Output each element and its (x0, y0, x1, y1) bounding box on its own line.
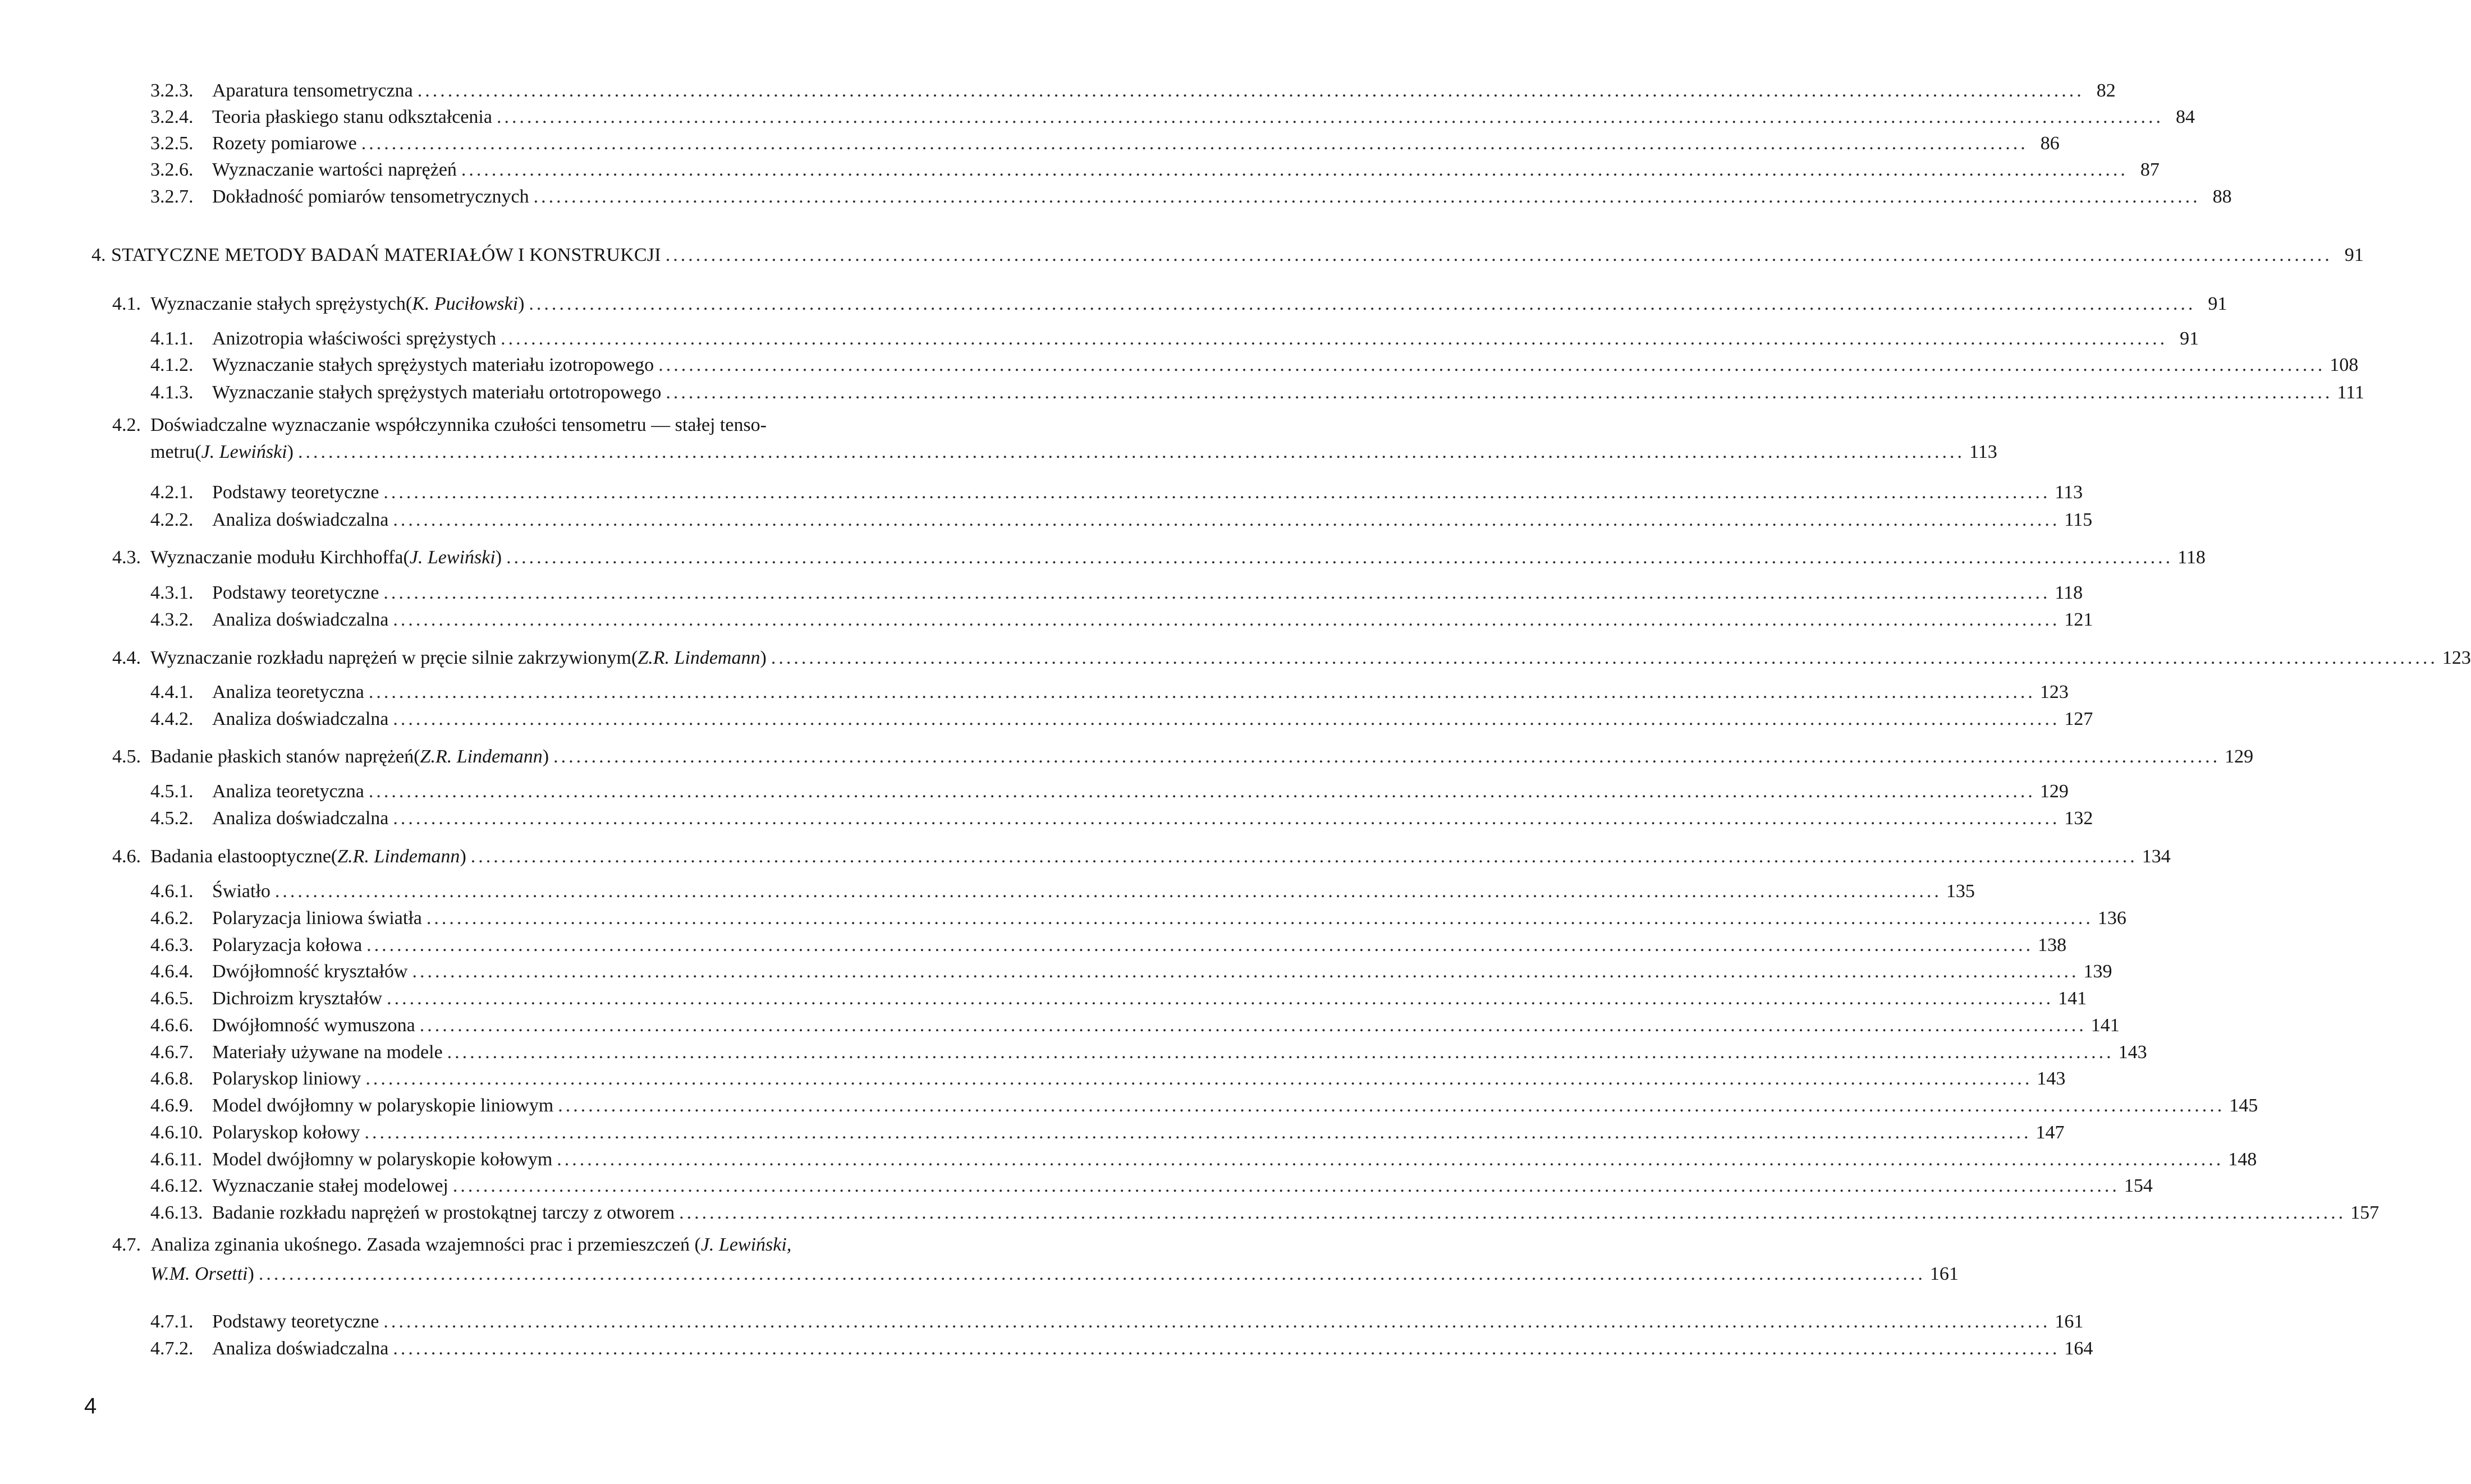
toc-number: 4.6.8. (150, 1068, 194, 1089)
toc-page-number: 123 (2039, 682, 2069, 702)
toc-title (212, 130, 2060, 157)
toc-title (212, 932, 2067, 959)
toc-page-number: 129 (2225, 746, 2254, 767)
toc-title-text: Wyznaczanie wartości naprężeń (212, 159, 457, 180)
dot-leader: ............................................................................................................................................................................................................................ (368, 682, 2036, 702)
toc-subsection (0, 379, 2364, 406)
toc-author: W.M. Orsetti (150, 1264, 248, 1284)
paren-close: ) (760, 647, 767, 668)
toc-title-text: Podstawy teoretyczne (212, 1311, 379, 1332)
toc-number: 4.2.2. (150, 509, 194, 530)
dot-leader: ............................................................................................................................................................................................................................ (666, 382, 2333, 403)
toc-page-number: 129 (2039, 781, 2069, 802)
toc-number: 4.3.1. (150, 582, 194, 603)
toc-title (212, 1039, 2147, 1066)
toc-title (212, 706, 2093, 733)
toc-subsection (0, 1200, 2380, 1226)
toc-page-number: 141 (2091, 1015, 2120, 1036)
toc-number: 3.2.5. (150, 133, 194, 154)
toc-title (212, 607, 2093, 633)
toc-section-continuation (0, 439, 1997, 466)
toc-subsection (0, 985, 2087, 1012)
paren-open: ( (631, 647, 638, 668)
toc-title-text: Analiza teoretyczna (212, 781, 364, 802)
toc-subsection (0, 1119, 2065, 1146)
dot-leader: ............................................................................................................................................................................................................................ (364, 1122, 2032, 1143)
toc-title (212, 325, 2199, 352)
toc-number: 4.6.5. (150, 988, 194, 1009)
toc-page-number: 145 (2229, 1095, 2258, 1116)
toc-title (150, 645, 2471, 672)
toc-title-text: Materiały używane na modele (212, 1042, 443, 1063)
toc-page-number: 113 (1969, 442, 1997, 462)
toc-number: 3.2.3. (150, 80, 194, 101)
toc-number: 4.2.1. (150, 482, 194, 503)
toc-subsection (0, 607, 2093, 633)
paren-close: ) (542, 746, 549, 767)
toc-page-number: 136 (2097, 908, 2126, 929)
toc-title (212, 1092, 2258, 1119)
dot-leader: ............................................................................................................................................................................................................................ (387, 988, 2054, 1009)
toc-page-number: 88 (2212, 186, 2232, 207)
dot-leader: ............................................................................................................................................................................................................................ (412, 961, 2079, 982)
toc-page-number: 164 (2064, 1338, 2093, 1359)
dot-leader: ............................................................................................................................................................................................................................ (361, 133, 2028, 154)
toc-title-text: Dwójłomność kryształów (212, 961, 408, 982)
toc-title (212, 580, 2083, 607)
toc-subsection (0, 325, 2199, 352)
toc-title (212, 985, 2087, 1012)
toc-subsection (0, 778, 2069, 805)
toc-number: 4.2. (112, 415, 141, 435)
toc-title (212, 1335, 2093, 1362)
toc-page-number: 91 (2208, 293, 2227, 314)
paren-open: ( (405, 293, 412, 314)
toc-title-text: Światło (212, 881, 271, 902)
toc-number: 4.6.1. (150, 881, 194, 902)
toc-title-text: Badanie płaskich stanów naprężeń (150, 746, 414, 767)
toc-subsection (0, 183, 2232, 210)
toc-title-text: Podstawy teoretyczne (212, 482, 379, 503)
toc-subsection (0, 1146, 2257, 1173)
toc-section (0, 544, 2206, 571)
toc-title-text: Wyznaczanie modułu Kirchhoffa (150, 547, 404, 568)
toc-title (212, 1065, 2066, 1092)
toc-title-text: Rozety pomiarowe (212, 133, 357, 154)
toc-page-number: 148 (2228, 1149, 2257, 1170)
toc-author: J. Lewiński, (700, 1234, 792, 1255)
toc-page-number: 143 (2037, 1068, 2066, 1089)
dot-leader: ............................................................................................................................................................................................................................ (393, 709, 2060, 729)
toc-title-text: Wyznaczanie stałej modelowej (212, 1175, 448, 1196)
dot-leader: ............................................................................................................................................................................................................................ (553, 746, 2221, 767)
toc-title (150, 544, 2206, 571)
toc-title-text: Analiza doświadczalna (212, 609, 389, 630)
toc-title-text: Podstawy teoretyczne (212, 582, 379, 603)
toc-subsection (0, 1335, 2093, 1362)
toc-title (212, 878, 1975, 905)
toc-title-text: Polaryskop kołowy (212, 1122, 360, 1143)
toc-title-text: Analiza doświadczalna (212, 509, 389, 530)
toc-subsection (0, 958, 2112, 985)
toc-subsection (0, 932, 2067, 959)
toc-title-text: Polaryzacja kołowa (212, 935, 363, 955)
toc-subsection (0, 805, 2093, 832)
paren-open: ( (414, 746, 420, 767)
toc-page-number: 127 (2064, 709, 2093, 729)
toc-title-text: Dokładność pomiarów tensometrycznych (212, 186, 529, 207)
toc-title (212, 507, 2093, 534)
toc-title-text: Anizotropia właściwości sprężystych (212, 328, 497, 349)
dot-leader: ............................................................................................................................................................................................................................ (365, 1068, 2033, 1089)
toc-title (150, 843, 2171, 870)
toc-subsection (0, 905, 2126, 932)
dot-leader: ............................................................................................................................................................................................................................ (496, 107, 2163, 127)
toc-title (150, 743, 2254, 770)
paren-close: ) (287, 442, 294, 462)
toc-title (212, 1308, 2084, 1335)
dot-leader: ............................................................................................................................................................................................................................ (366, 935, 2034, 955)
toc-section (0, 743, 2254, 770)
toc-title (212, 1119, 2065, 1146)
toc-title (150, 1261, 1959, 1288)
toc-subsection (0, 706, 2093, 733)
dot-leader: ............................................................................................................................................................................................................................ (470, 846, 2138, 867)
dot-leader: ............................................................................................................................................................................................................................ (658, 355, 2326, 375)
dot-leader: ............................................................................................................................................................................................................................ (368, 781, 2036, 802)
toc-number: 4.7.2. (150, 1338, 194, 1359)
toc-subsection (0, 878, 1975, 905)
toc-number: 4.3.2. (150, 609, 194, 630)
toc-title-text: Wyznaczanie stałych sprężystych (150, 293, 406, 314)
toc-author: J. Lewiński (409, 547, 496, 568)
toc-page-number: 123 (2442, 647, 2471, 668)
toc-title (150, 291, 2227, 318)
toc-number: 4. (91, 245, 106, 265)
toc-subsection (0, 130, 2060, 157)
toc-subsection (0, 479, 2083, 506)
dot-leader: ............................................................................................................................................................................................................................ (393, 1338, 2060, 1359)
toc-section (0, 843, 2171, 870)
toc-title-text: Teoria płaskiego stanu odkształcenia (212, 107, 492, 127)
toc-page-number: 115 (2064, 509, 2093, 530)
toc-page-number: 118 (2055, 582, 2083, 603)
toc-title-text: Badanie rozkładu naprężeń w prostokątnej tarczy z otworem (212, 1202, 675, 1223)
dot-leader: ............................................................................................................................................................................................................................ (771, 647, 2438, 668)
dot-leader: ............................................................................................................................................................................................................................ (679, 1202, 2346, 1223)
dot-leader: ............................................................................................................................................................................................................................ (393, 509, 2060, 530)
toc-page-number: 91 (2180, 328, 2199, 349)
toc-number: 4.7. (112, 1234, 141, 1255)
dot-leader: ............................................................................................................................................................................................................................ (557, 1149, 2224, 1170)
toc-title (212, 352, 2359, 379)
toc-title (212, 1012, 2120, 1039)
toc-subsection (0, 679, 2069, 706)
toc-page-number: 135 (1946, 881, 1975, 902)
toc-number: 4.7.1. (150, 1311, 194, 1332)
toc-subsection (0, 77, 2116, 104)
toc-author: Z.R. Lindemann (420, 746, 543, 767)
toc-subsection (0, 507, 2093, 534)
toc-title-text: Wyznaczanie stałych sprężystych materiału ortotropowego (212, 382, 662, 403)
dot-leader: ............................................................................................................................................................................................................................ (393, 808, 2060, 829)
toc-title-line: Doświadczalne wyznaczanie współczynnika czułości tensometru — stałej tenso- (150, 415, 767, 435)
toc-author: K. Puciłowski (412, 293, 519, 314)
toc-number: 4.1. (112, 293, 141, 314)
toc-number: 4.6.3. (150, 935, 194, 955)
toc-number: 4.6.4. (150, 961, 194, 982)
toc-page-number: 143 (2118, 1042, 2147, 1063)
toc-number: 4.4.1. (150, 682, 194, 702)
paren-close: ) (518, 293, 525, 314)
toc-number: 4.6.12. (150, 1175, 203, 1196)
toc-number: 4.5.1. (150, 781, 194, 802)
toc-title (150, 439, 1997, 466)
toc-title (212, 104, 2195, 131)
toc-number: 3.2.6. (150, 159, 194, 180)
toc-section (0, 412, 923, 439)
toc-number: 4.6.7. (150, 1042, 194, 1063)
toc-subsection (0, 157, 2160, 183)
toc-author: Z.R. Lindemann (638, 647, 760, 668)
paren-close: ) (460, 846, 466, 867)
toc-page-number: 157 (2350, 1202, 2380, 1223)
toc-page-number: 108 (2330, 355, 2359, 375)
toc-title-text: Polaryzacja liniowa światła (212, 908, 422, 929)
toc-title (212, 379, 2364, 406)
toc-section-continuation (0, 1261, 1959, 1288)
toc-page-number: 147 (2036, 1122, 2065, 1143)
toc-page-number: 139 (2083, 961, 2112, 982)
toc-title (212, 905, 2126, 932)
toc-number: 3.2.7. (150, 186, 194, 207)
toc-page-number: 84 (2175, 107, 2195, 127)
toc-title (212, 679, 2069, 706)
dot-leader: ............................................................................................................................................................................................................................ (417, 80, 2084, 101)
toc-title (212, 77, 2116, 104)
toc-number: 4.6.9. (150, 1095, 194, 1116)
dot-leader: ............................................................................................................................................................................................................................ (426, 908, 2093, 929)
toc-author: Z.R. Lindemann (337, 846, 460, 867)
toc-page-number: 87 (2140, 159, 2160, 180)
toc-title-text: STATYCZNE METODY BADAŃ MATERIAŁÓW I KONSTRUKCJI (111, 245, 661, 265)
toc-title (212, 805, 2093, 832)
dot-leader: ............................................................................................................................................................................................................................ (297, 442, 1965, 462)
dot-leader: ............................................................................................................................................................................................................................ (665, 245, 2332, 265)
toc-page-number: 82 (2096, 80, 2116, 101)
toc-number: 4.4.2. (150, 709, 194, 729)
toc-subsection (0, 1039, 2147, 1066)
toc-title-text: Aparatura tensometryczna (212, 80, 413, 101)
toc-number: 4.6.13. (150, 1202, 203, 1223)
toc-title-text: Dichroizm kryształów (212, 988, 383, 1009)
page-number: 4 (84, 1394, 97, 1418)
paren-close: ) (247, 1264, 254, 1284)
toc-subsection (0, 1173, 2153, 1200)
toc-number: 4.5.2. (150, 808, 194, 829)
toc-title-text: Badania elastooptyczne (150, 846, 331, 867)
toc-page-number: 154 (2124, 1175, 2153, 1196)
toc-number: 4.1.1. (150, 328, 194, 349)
toc-page-number: 134 (2142, 846, 2171, 867)
toc-title-line (150, 1232, 791, 1258)
toc-number: 4.5. (112, 746, 141, 767)
toc-title (212, 157, 2160, 183)
toc-title-text: Analiza doświadczalna (212, 1338, 389, 1359)
toc-subsection (0, 1308, 2084, 1335)
toc-page-number: 132 (2064, 808, 2093, 829)
toc-page-number: 161 (2055, 1311, 2084, 1332)
toc-title-text: metru (150, 442, 195, 462)
toc-title-text: Analiza zginania ukośnego. Zasada wzajemności prac i przemieszczeń ( (150, 1234, 701, 1255)
toc-section (0, 1232, 923, 1258)
toc-title (212, 479, 2083, 506)
dot-leader: ............................................................................................................................................................................................................................ (383, 1311, 2051, 1332)
toc-title (111, 242, 2364, 269)
toc-page-number: 91 (2344, 245, 2364, 265)
dot-leader: ............................................................................................................................................................................................................................ (461, 159, 2128, 180)
toc-chapter (0, 242, 2364, 269)
toc-title-text: Analiza doświadczalna (212, 709, 389, 729)
toc-page-number: 138 (2038, 935, 2067, 955)
toc-section (0, 291, 2227, 318)
toc-subsection (0, 1065, 2066, 1092)
toc-subsection (0, 104, 2195, 131)
dot-leader: ............................................................................................................................................................................................................................ (533, 186, 2200, 207)
toc-number: 4.1.2. (150, 355, 194, 375)
toc-title-text: Dwójłomność wymuszona (212, 1015, 415, 1036)
toc-title (212, 778, 2069, 805)
toc-page-number: 141 (2058, 988, 2087, 1009)
toc-title (212, 1200, 2380, 1226)
toc-subsection (0, 580, 2083, 607)
dot-leader: ............................................................................................................................................................................................................................ (258, 1264, 1926, 1284)
dot-leader: ............................................................................................................................................................................................................................ (393, 609, 2060, 630)
dot-leader: ............................................................................................................................................................................................................................ (452, 1175, 2120, 1196)
toc-number: 4.3. (112, 547, 141, 568)
toc-section (0, 645, 2471, 672)
dot-leader: ............................................................................................................................................................................................................................ (383, 482, 2051, 503)
toc-number: 4.6.10. (150, 1122, 203, 1143)
toc-subsection (0, 1092, 2258, 1119)
dot-leader: ............................................................................................................................................................................................................................ (419, 1015, 2087, 1036)
toc-subsection (0, 352, 2359, 379)
toc-subsection (0, 1012, 2120, 1039)
toc-title-text: Wyznaczanie rozkładu naprężeń w pręcie silnie zakrzywionym (150, 647, 631, 668)
toc-page-number: 161 (1929, 1264, 1959, 1284)
toc-number: 4.4. (112, 647, 141, 668)
toc-page-number: 113 (2055, 482, 2083, 503)
toc-title (212, 1146, 2257, 1173)
toc-number: 4.6.2. (150, 908, 194, 929)
toc-number: 4.1.3. (150, 382, 194, 403)
toc-title (212, 958, 2112, 985)
paren-open: ( (403, 547, 410, 568)
toc-title-text: Model dwójłomny w polaryskopie liniowym (212, 1095, 554, 1116)
dot-leader: ............................................................................................................................................................................................................................ (383, 582, 2051, 603)
toc-title (212, 183, 2232, 210)
toc-number: 4.6. (112, 846, 141, 867)
toc-page-number: 118 (2177, 547, 2206, 568)
dot-leader: ............................................................................................................................................................................................................................ (506, 547, 2174, 568)
toc-author: J. Lewiński (201, 442, 287, 462)
toc-title-text: Polaryskop liniowy (212, 1068, 361, 1089)
toc-title-text: Wyznaczanie stałych sprężystych materiału izotropowego (212, 355, 654, 375)
toc-title-text: Analiza teoretyczna (212, 682, 364, 702)
toc-title-text: Analiza doświadczalna (212, 808, 389, 829)
toc-number: 3.2.4. (150, 107, 194, 127)
dot-leader: ............................................................................................................................................................................................................................ (447, 1042, 2114, 1063)
paren-open: ( (195, 442, 201, 462)
toc-title-text: Model dwójłomny w polaryskopie kołowym (212, 1149, 553, 1170)
dot-leader: ............................................................................................................................................................................................................................ (558, 1095, 2225, 1116)
dot-leader: ............................................................................................................................................................................................................................ (501, 328, 2168, 349)
dot-leader: ............................................................................................................................................................................................................................ (529, 293, 2196, 314)
toc-page-number: 111 (2337, 382, 2364, 403)
paren-close: ) (495, 547, 502, 568)
toc-number: 4.6.11. (150, 1149, 203, 1170)
toc-page-number: 86 (2040, 133, 2060, 154)
dot-leader: ............................................................................................................................................................................................................................ (274, 881, 1942, 902)
toc-title (212, 1173, 2153, 1200)
paren-open: ( (331, 846, 338, 867)
toc-page-number: 121 (2064, 609, 2093, 630)
toc-number: 4.6.6. (150, 1015, 194, 1036)
